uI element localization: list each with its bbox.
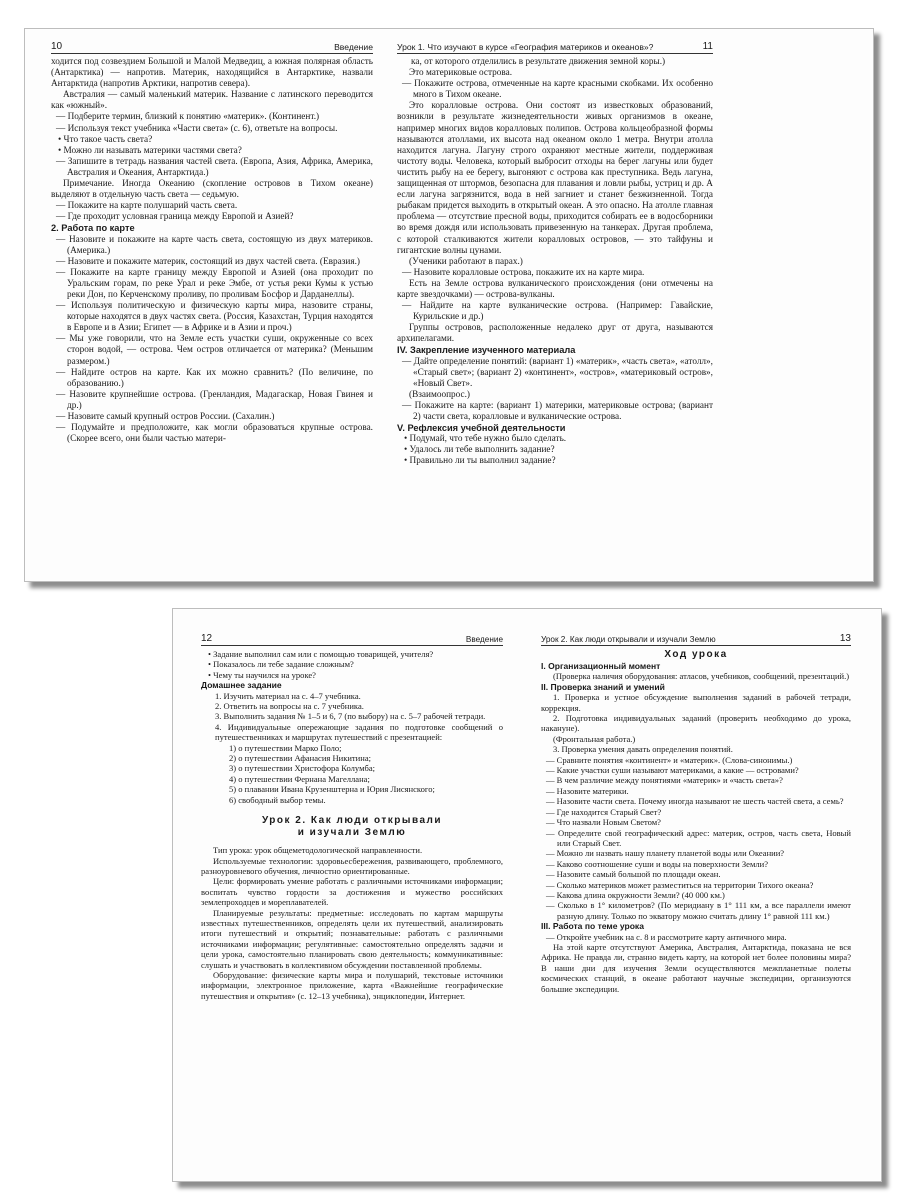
sub-item: 3) о путешествии Христофора Колумба; [229,763,375,774]
page-11 [397,41,713,467]
section-title: Урок 1. Что изучают в курсе «География материков и океанов»? [397,42,654,52]
dash-item: — Назовите и покажите на карте часть света, состоящую из двух материков. (Америка.) [56,234,373,256]
paragraph: Используемые технологии: здоровьесбережения, развивающего, проблемного, разноуровневого обучения, личностно ориентированные. [201,855,503,876]
section-heading: II. Проверка знаний и умений [541,681,665,692]
dash-item: — Определите свой географический адрес: материк, остров, часть света, Новый или Старый Свет. [546,827,851,848]
paragraph: (Ученики работают в парах.) [409,256,523,267]
running-header [397,41,713,54]
dash-item: — Каково соотношение суши и воды на поверхности Земли? [546,858,768,869]
dash-item: — Подумайте и предположите, как могли образоваться крупные острова. (Скорее всего, они были частью матери- [56,423,373,445]
bullet-item: • Чему ты научился на уроке? [208,669,316,680]
bullet-item: • Правильно ли ты выполнил задание? [404,456,556,467]
dash-item: — Назовите коралловые острова, покажите их на карте мира. [402,267,645,278]
dash-item: — Найдите остров на карте. Как их можно сравнить? (По величине, по образованию.) [56,367,373,389]
paragraph: Это коралловые острова. Они состоят из известковых образований, возникли в результате жизнедеятельности живых организмов в океане, например многих видов коралловых полипов. Острова кольцеобразной формы называются атоллами, их высота над океаном около 1 метра. Внутри атолла находится лагуна. Лагуну строго охраняют местные жители, поддерживая чистоту воды. Человека, который выбросит отходы на берег лагуны или будет чистить рыбу на ее берегу, выгоняют с острова как преступника. Ведь лагуна, защищенная от штормов, безопасна для плавания и ловли рыбы, устриц и др. А если лагуна загрязнится, вода в ней загниет и станет безжизненной. Тогда рыбакам придется выходить в открытый океан. А это опасно. На атолле главная проблема — отсутствие пресной воды, приходится собирать ее в водосборники во время дождя или использовать привезенную на танкерах. Другая проблема, с которой сталкиваются жители коралловых островов, — это тайфуны и гигантские волны цунами. [397,101,713,256]
dash-item: — Мы уже говорили, что на Земле есть участки суши, окруженные со всех сторон водой, — острова. Чем остров отличается от материка? (Меньшим размером.) [56,334,373,367]
dash-item: — Используя политическую и физическую карты мира, назовите страны, которые находятся в двух частях света. (Россия, Казахстан, Турция находятся в Европе и в Азии; Египет — в Африке и в Азии и проч.) [56,301,373,334]
dash-item: — Сравните понятия «континент» и «материк». (Слова-синонимы.) [546,754,793,765]
sub-item: 2) о путешествии Афанасия Никитина; [229,753,371,764]
dash-item: — В чем различие между понятиями «материк» и «часть света»? [546,775,783,786]
dash-item: — Какова длина окружности Земли? (40 000 км.) [546,889,725,900]
dash-item: — Назовите самый крупный остров России. (Сахалин.) [56,412,275,422]
paragraph: (Фронтальная работа.) [553,733,636,744]
numbered-item: ка, от которого отделились в результате движения земной коры.) [411,57,666,67]
section-title: Введение [465,635,503,644]
page-text [201,649,503,1001]
section-heading: V. Рефлексия учебной деятельности [397,423,566,434]
paragraph: Цели: формировать умение работать с различными источниками информации; воспитать чувство гордости за достижения и мужество российских землепроходцев и мореплавателей. [201,876,503,908]
page-10 [51,41,373,445]
section-title: Урок 2. Как люди открывали и изучали Землю [541,635,716,644]
spacer [201,805,503,815]
page-text [397,57,713,467]
dash-item: — Используя текст учебника «Части света» (с. 6), ответьте на вопросы. [56,123,338,134]
page-text [541,649,851,994]
page-number: 11 [702,41,713,52]
paragraph: 3. Проверка умения давать определения понятий. [553,744,733,755]
dash-item: — Что назвали Новым Светом? [546,817,661,828]
page-number: 13 [839,633,851,644]
lesson-title: и изучали Землю [297,827,407,839]
section-heading: I. Организационный момент [541,661,661,671]
numbered-item: 2. Ответить на вопросы на с. 7 учебника. [215,701,364,712]
paragraph: ходится под созвездием Большой и Малой Медведиц, а южная полярная область (Антарктика) — напротив. Материк, находящийся в Антарктике, назвали Антарктида (напротив Арктики, напротив севера). [51,57,373,90]
paragraph: Это материковые острова. [409,68,513,79]
dash-item: — Какие участки суши называют материками, а какие — островами? [546,765,799,776]
dash-item: — Сколько в 1° километров? (По меридиану в 1° 111 км, а все параллели имеют разную длину. Только по экватору можно считать длину 1° равной 111 км.) [546,900,851,921]
book-spread-pages-12-13 [172,608,882,1182]
paragraph: Есть на Земле острова вулканического происхождения (они отмечены на карте звездочками) — острова-вулканы. [397,278,713,300]
sub-item: 4) о путешествии Фернана Магеллана; [229,773,370,784]
dash-item: — Сколько материков может разместиться на территории Тихого океана? [546,879,814,890]
running-header [51,41,373,54]
dash-item: — Где находится Старый Свет? [546,806,662,817]
paragraph: 2. Подготовка индивидуальных заданий (проверить необходимо до урока, накануне). [541,713,851,734]
dash-item: — Покажите острова, отмеченные на карте красными скобками. Их особенно много в Тихом океане. [402,79,713,101]
dash-item: — Где проходит условная граница между Европой и Азией? [56,212,294,223]
section-heading: III. Работа по теме урока [541,921,644,932]
paragraph: Австралия — самый маленький материк. Название с латинского переводится как «южный». [51,90,373,112]
sub-item: 6) свободный выбор темы. [229,794,326,805]
dash-item: — Покажите на карте границу между Европой и Азией (она проходит по Уральским горам, по реке Урал и реке Эмбе, от устья реки Кумы к устью реки Дон, по Керченскому проливу, по проливам Босфор и Дарданеллы). [56,267,373,300]
dash-item: — Подберите термин, близкий к понятию «материк». (Континент.) [56,112,320,123]
section-heading: Домашнее задание [201,680,282,691]
bullet-item: • Удалось ли тебе выполнить задание? [404,445,555,456]
dash-item: — Можно ли назвать нашу планету планетой воды или Океании? [546,848,785,859]
paragraph: Группы островов, расположенные недалеко друг от друга, называются архипелагами. [397,323,713,345]
section-heading: IV. Закрепление изученного материала [397,345,576,356]
running-header [201,633,503,646]
page-number: 10 [51,41,63,52]
section-heading: 2. Работа по карте [51,223,135,234]
sub-item: 1) о путешествии Марко Поло; [229,742,342,753]
paragraph: (Проверка наличия оборудования: атласов, учебников, сообщений, презентаций.) [553,671,850,682]
book-spread-pages-10-11 [24,28,874,582]
page-13 [541,633,851,994]
dash-item: — Покажите на карте полушарий часть света. [56,201,238,212]
paragraph: 1. Проверка и устное обсуждение выполнения заданий в рабочей тетради, коррекция. [541,692,851,713]
page-number: 12 [201,633,213,644]
bullet-item: • Показалось ли тебе задание сложным? [208,659,354,670]
paragraph: На этой карте отсутствуют Америка, Австралия, Антарктида, показана не вся Африка. Не правда ли, странно видеть карту, на которой нет более половины мира? В наши дни для изучения Земли осуществляются межпланетные полеты космических станций, в океане работают научные экспедиции, организуются большие экспедиции. [541,941,851,994]
dash-item: — Назовите и покажите материк, состоящий из двух частей света. (Евразия.) [56,256,360,267]
lesson-title: Ход урока [664,649,728,660]
dash-item: — Назовите материки. [546,785,629,796]
paragraph: Планируемые результаты: предметные: исследовать по картам маршруты известных путешественников, определять цели их путешествий, анализировать итоги путешествий и открытий; познавательные: работать с различными источниками информации; регулятивные: самостоятельно определять задачи и цели урока, самостоятельно планировать свою деятельность; коммуникативные: слушать и участвовать в коллективном обсуждении поставленной проблемы. [201,907,503,970]
page-text [51,57,373,445]
dash-item: — Запишите в тетрадь названия частей света. (Европа, Азия, Африка, Америка, Австралия и Океания, Антарктида.) [56,156,373,178]
bullet-item: • Задание выполнил сам или с помощью товарищей, учителя? [208,649,434,659]
dash-item: — Дайте определение понятий: (вариант 1) «материк», «часть света», «атолл», «Старый свет»; (вариант 2) «континент», «остров», «материковый остров», «Новый Свет». [402,356,713,389]
lesson-title: Урок 2. Как люди открывали [261,815,443,827]
paragraph: Оборудование: физические карты мира и полушарий, текстовые источники информации, электронное приложение, карта «Важнейшие географические путешествия и открытия» (с. 12–13 учебника), энциклопедии, Интернет. [201,969,503,1001]
section-title: Введение [334,42,373,52]
paragraph: (Взаимоопрос.) [409,389,470,400]
numbered-item: 3. Выполнить задания № 1–5 и 6, 7 (по выбору) на с. 5–7 рабочей тетради. [215,711,486,722]
dash-item: — Найдите на карте вулканические острова. (Например: Гавайские, Курильские и др.) [402,301,713,323]
sub-item: 5) о плавании Ивана Крузенштерна и Юрия Лисянского; [229,784,435,795]
numbered-item: 1. Изучить материал на с. 4–7 учебника. [215,690,361,701]
paragraph: Примечание. Иногда Океанию (скопление островов в Тихом океане) выделяют в отдельную часть света — седьмую. [51,179,373,201]
numbered-item: 4. Индивидуальные опережающие задания по подготовке сообщений о путешественниках и маршрутах путешествий с презентацией: [215,721,503,743]
running-header [541,633,851,646]
paragraph: Тип урока: урок общеметодологической направленности. [213,845,423,856]
dash-item: — Откройте учебник на с. 8 и рассмотрите карту античного мира. [546,931,787,942]
bullet-item: • Что такое часть света? [58,134,153,145]
dash-item: — Назовите части света. Почему иногда называют не шесть частей света, а семь? [546,796,844,807]
dash-item: — Назовите самый большой по площади океан. [546,869,721,880]
bullet-item: • Подумай, что тебе нужно было сделать. [404,434,567,445]
dash-item: — Назовите крупнейшие острова. (Гренландия, Мадагаскар, Новая Гвинея и др.) [56,389,373,411]
page-12 [201,633,503,1001]
dash-item: — Покажите на карте: (вариант 1) материки, материковые острова; (вариант 2) части света, коралловые и вулканические острова. [402,400,713,422]
bullet-item: • Можно ли называть материки частями света? [58,145,242,156]
